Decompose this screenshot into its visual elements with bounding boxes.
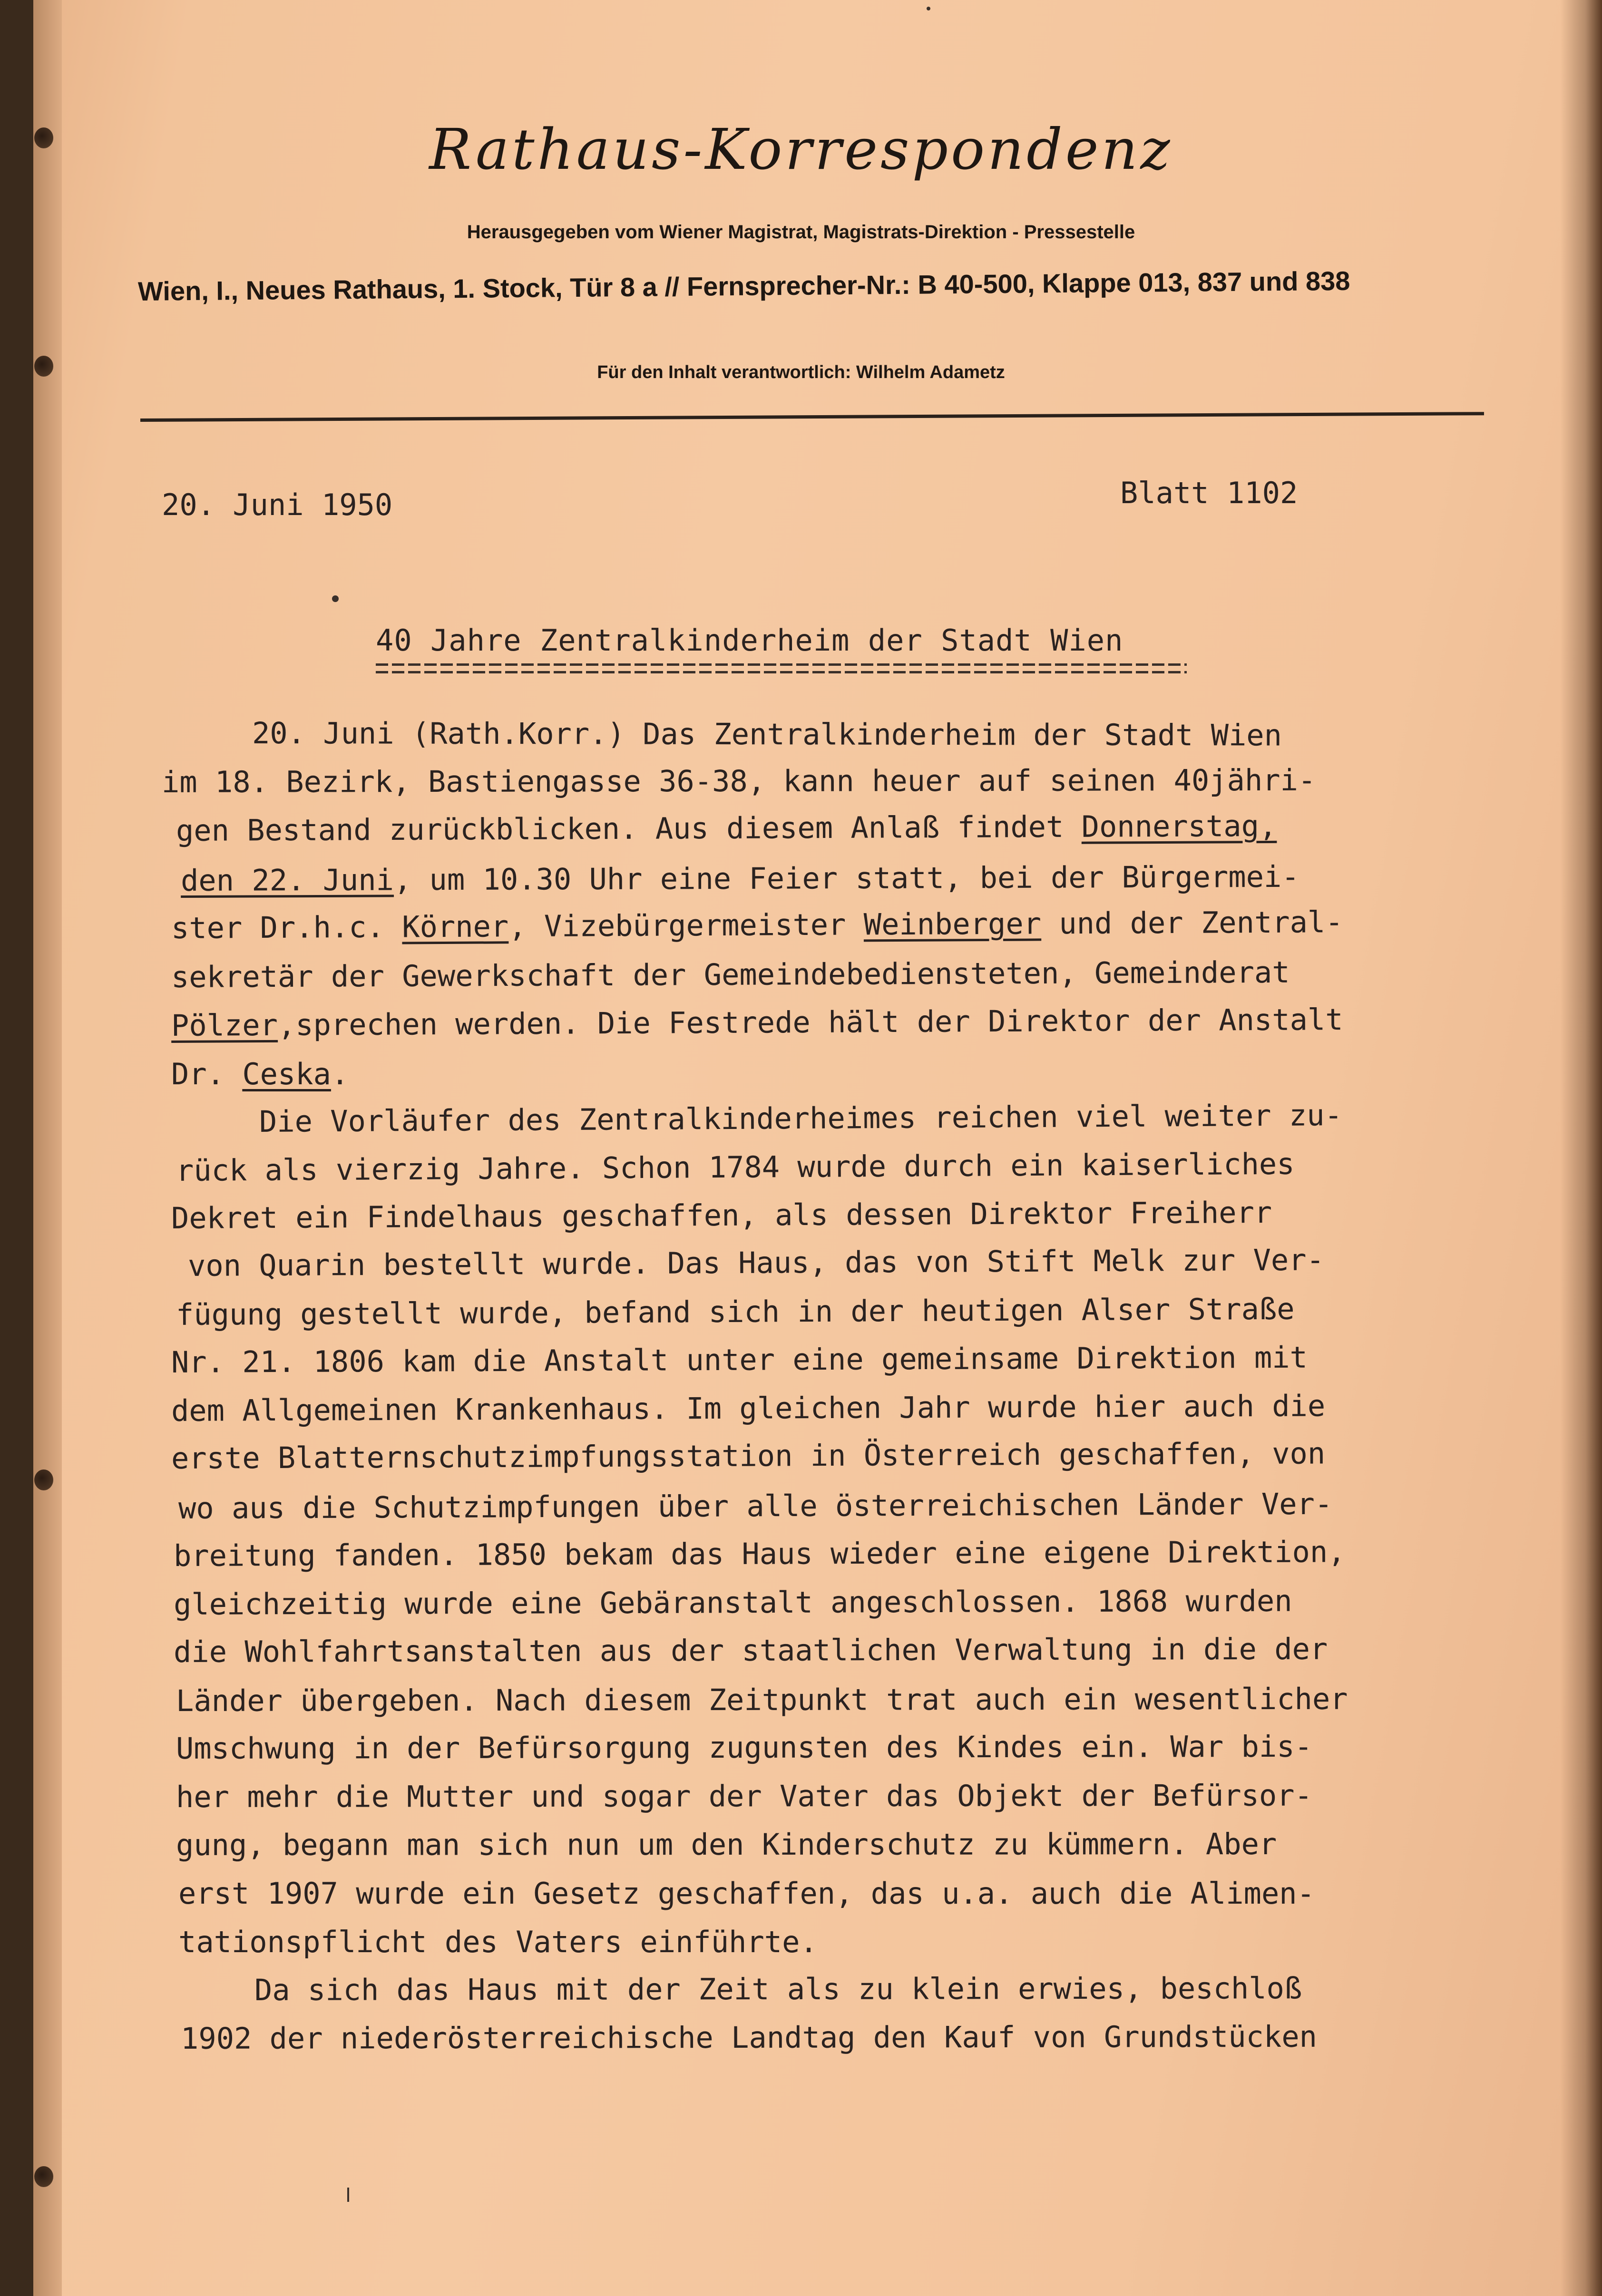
masthead-title: Rathaus-Korrespondenz	[429, 117, 1173, 182]
sheet-number: Blatt 1102	[1120, 476, 1298, 510]
article-headline: 40 Jahre Zentralkinderheim der Stadt Wien	[376, 623, 1123, 658]
issue-date: 20. Juni 1950	[162, 487, 393, 522]
underlined-term: Ceska	[242, 1057, 331, 1091]
body-line: Pölzer,sprechen werden. Die Festrede hält der Direktor der Anstalt	[171, 1002, 1343, 1043]
body-line: Umschwung in der Befürsorgung zugunsten des Kindes ein. War bis-	[176, 1729, 1312, 1766]
body-line: Da sich das Haus mit der Zeit als zu klein erwies, beschloß	[254, 1971, 1302, 2007]
address-line: Wien, I., Neues Rathaus, 1. Stock, Tür 8 a // Fernsprecher-Nr.: B 40-500, Klappe 013, 837 und 838	[137, 265, 1350, 306]
underlined-term: Weinberger	[863, 906, 1042, 942]
body-line: dem Allgemeinen Krankenhaus. Im gleichen Jahr wurde hier auch die	[171, 1388, 1326, 1428]
body-line: rück als vierzig Jahre. Schon 1784 wurde durch ein kaiserliches	[176, 1146, 1295, 1188]
body-line: fügung gestellt wurde, befand sich in der heutigen Alser Straße	[176, 1291, 1295, 1332]
body-line: her mehr die Mutter und sogar der Vater das Objekt der Befürsor-	[176, 1778, 1312, 1814]
body-line: 1902 der niederösterreichische Landtag den Kauf von Grundstücken	[180, 2019, 1317, 2056]
body-line: die Wohlfahrtsanstalten aus der staatlichen Verwaltung in die der	[173, 1631, 1328, 1669]
body-line: gung, begann man sich nun um den Kinderschutz zu kümmern. Aber	[176, 1826, 1277, 1862]
punch-hole	[34, 1469, 53, 1490]
body-line: im 18. Bezirk, Bastiengasse 36-38, kann heuer auf seinen 40jähri-	[161, 762, 1316, 799]
ink-mark	[347, 2188, 349, 2202]
responsible-editor-line: Für den Inhalt verantwortlich: Wilhelm Adametz	[597, 362, 1005, 382]
page-fold-shadow	[1560, 0, 1602, 2296]
body-line: Dekret ein Findelhaus geschaffen, als dessen Direktor Freiherr	[171, 1195, 1272, 1236]
punch-hole	[34, 2166, 53, 2187]
body-line: sekretär der Gewerkschaft der Gemeindebediensteten, Gemeinderat	[171, 954, 1290, 994]
body-line: Dr. Ceska.	[171, 1057, 349, 1091]
body-line: Die Vorläufer des Zentralkinderheimes reichen viel weiter zu-	[259, 1098, 1343, 1139]
body-line: tationspflicht des Vaters einführte.	[178, 1925, 818, 1959]
body-line: ster Dr.h.c. Körner, Vizebürgermeister Weinberger und der Zentral-	[171, 905, 1343, 945]
body-line: den 22. Juni, um 10.30 Uhr eine Feier statt, bei der Bürgermei-	[180, 859, 1299, 898]
headline-double-underline	[376, 663, 1187, 677]
underlined-term: Donnerstag,	[1081, 808, 1277, 844]
body-line: gen Bestand zurückblicken. Aus diesem Anlaß findet Donnerstag,	[176, 808, 1277, 848]
ink-speck	[332, 595, 339, 602]
ink-speck	[927, 7, 930, 10]
body-line: gleichzeitig wurde eine Gebäranstalt angeschlossen. 1868 wurden	[173, 1583, 1292, 1622]
underlined-term: den 22. Juni	[180, 862, 394, 898]
body-line: wo aus die Schutzimpfungen über alle österreichischen Länder Ver-	[178, 1486, 1333, 1526]
body-line: 20. Juni (Rath.Korr.) Das Zentralkinderheim der Stadt Wien	[252, 716, 1282, 753]
body-line: von Quarin bestellt wurde. Das Haus, das von Stift Melk zur Ver-	[187, 1242, 1325, 1283]
body-line: erst 1907 wurde ein Gesetz geschaffen, das u.a. auch die Alimen-	[178, 1876, 1315, 1911]
publisher-line: Herausgegeben vom Wiener Magistrat, Magistrats-Direktion - Pressestelle	[467, 222, 1135, 243]
body-line: Nr. 21. 1806 kam die Anstalt unter eine gemeinsame Direktion mit	[171, 1340, 1308, 1380]
underlined-term: Körner	[402, 909, 509, 944]
underlined-term: Pölzer	[171, 1007, 278, 1043]
body-line: erste Blatternschutzimpfungsstation in Österreich geschaffen, von	[171, 1436, 1326, 1476]
body-line: Länder übergeben. Nach diesem Zeitpunkt trat auch ein wesentlicher	[176, 1681, 1348, 1718]
body-line: breitung fanden. 1850 bekam das Haus wieder eine eigene Direktion,	[173, 1534, 1346, 1573]
binding-gutter	[33, 0, 62, 2296]
